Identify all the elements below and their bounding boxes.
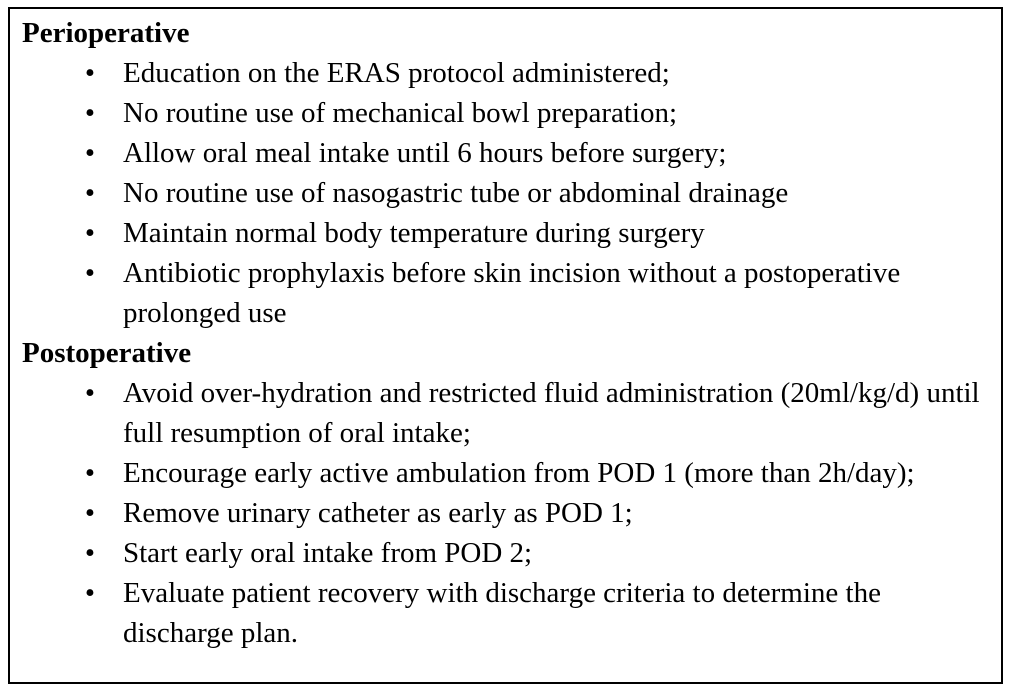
- list-item-text: Remove urinary catheter as early as POD 1;: [123, 497, 633, 529]
- list-item-text: Start early oral intake from POD 2;: [123, 537, 533, 569]
- bullet-icon: •: [84, 537, 96, 569]
- list-item: [22, 373, 991, 453]
- list-item: [22, 493, 991, 533]
- bullet-icon: •: [84, 177, 96, 209]
- list-item-text: Allow oral meal intake until 6 hours before surgery;: [123, 137, 727, 169]
- postoperative-list: [22, 373, 991, 653]
- list-item: [22, 453, 991, 493]
- list-item-text: Antibiotic prophylaxis before skin incision without a postoperative prolonged use: [123, 257, 901, 329]
- bullet-icon: •: [84, 257, 96, 289]
- bullet-icon: •: [84, 457, 96, 489]
- list-item-text: Encourage early active ambulation from POD 1 (more than 2h/day);: [123, 457, 915, 489]
- bullet-icon: •: [84, 377, 96, 409]
- bullet-icon: •: [84, 577, 96, 609]
- list-item-text: No routine use of nasogastric tube or abdominal drainage: [123, 177, 789, 209]
- list-item: [22, 573, 991, 653]
- list-item-text: Avoid over-hydration and restricted fluid administration (20ml/kg/d) until full resumption of oral intake;: [123, 377, 980, 449]
- perioperative-list: [22, 53, 991, 333]
- bullet-icon: •: [84, 497, 96, 529]
- list-item-text: Evaluate patient recovery with discharge criteria to determine the discharge plan.: [123, 577, 881, 649]
- list-item: [22, 253, 991, 333]
- bullet-icon: •: [84, 97, 96, 129]
- list-item-text: No routine use of mechanical bowl preparation;: [123, 97, 678, 129]
- bullet-icon: •: [84, 137, 96, 169]
- bullet-icon: •: [84, 57, 96, 89]
- section-title-perioperative: Perioperative: [22, 17, 190, 49]
- list-item: [22, 93, 991, 133]
- list-item: [22, 133, 991, 173]
- section-title-postoperative: Postoperative: [22, 337, 192, 369]
- list-item: [22, 213, 991, 253]
- list-item: [22, 533, 991, 573]
- protocol-table: [8, 7, 1003, 684]
- bullet-icon: •: [84, 217, 96, 249]
- list-item-text: Education on the ERAS protocol administered;: [123, 57, 670, 89]
- list-item-text: Maintain normal body temperature during surgery: [123, 217, 705, 249]
- list-item: [22, 173, 991, 213]
- list-item: [22, 53, 991, 93]
